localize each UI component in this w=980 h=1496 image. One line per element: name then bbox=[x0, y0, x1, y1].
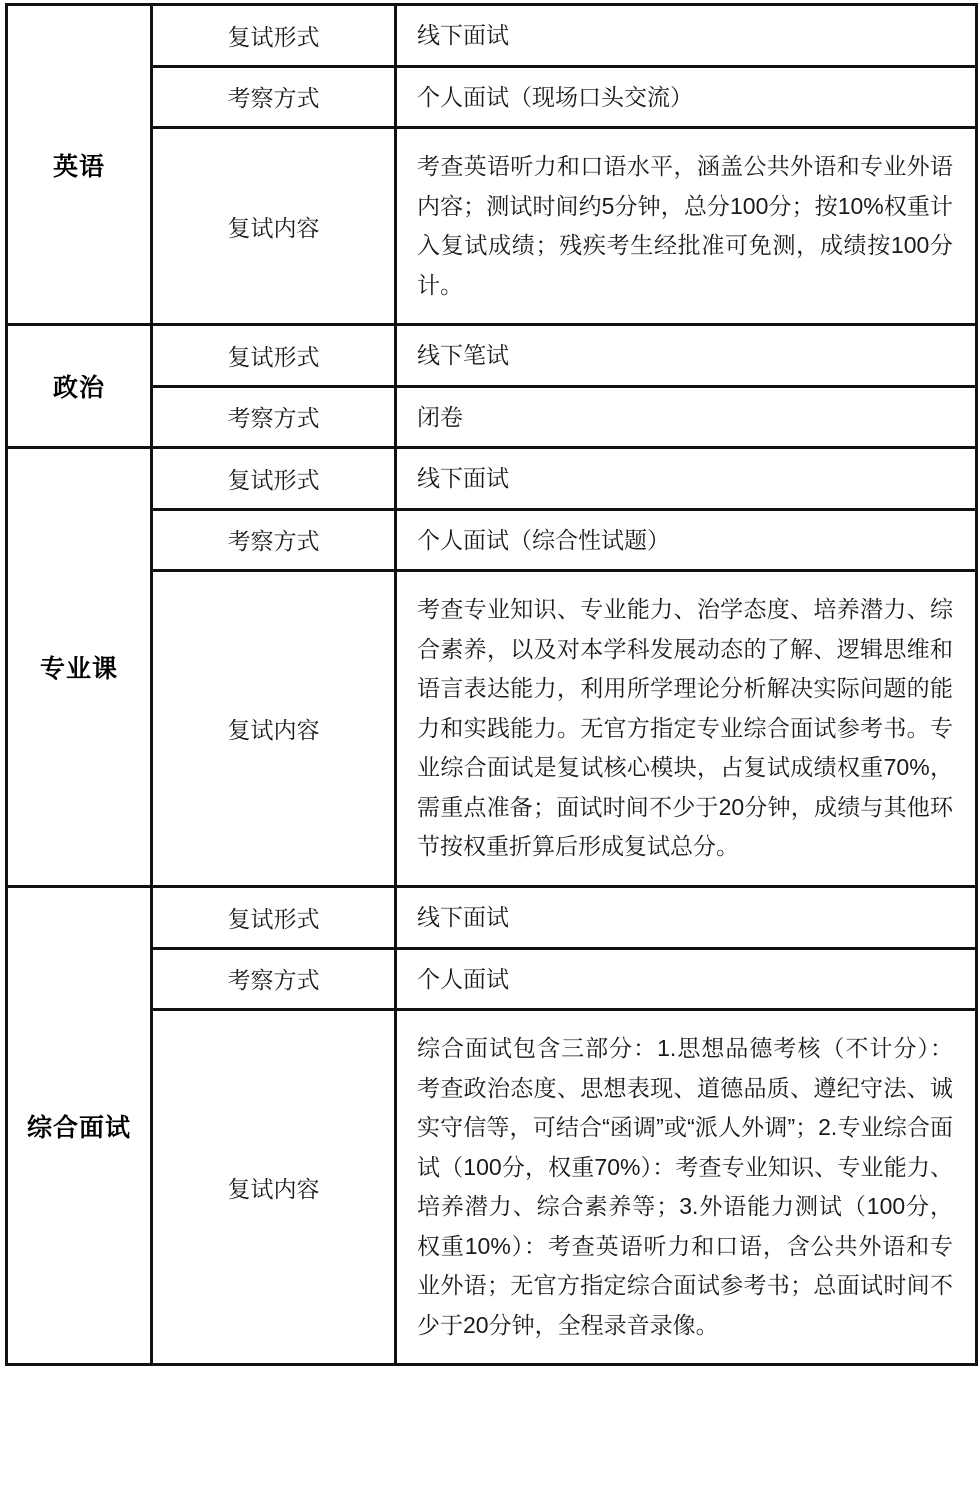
table-row bbox=[7, 887, 977, 949]
field-value: 个人面试（综合性试题） bbox=[396, 509, 977, 571]
field-value: 综合面试包含三部分：1.思想品德考核（不计分）：考查政治态度、思想表现、道德品质、遵纪守法、诚实守信等，可结合“函调”或“派人外调”；2.专业综合面试（100分，权重70%）：考查专业知识、专业能力、培养潜力、综合素养等；3.外语能力测试（100分，权重10%）：考查英语听力和口语，含公共外语和专业外语；无官方指定综合面试参考书；总面试时间不少于20分钟，全程录音录像。 bbox=[396, 1010, 977, 1365]
field-label: 复试形式 bbox=[152, 448, 396, 510]
table-row bbox=[7, 1010, 977, 1365]
field-label: 复试内容 bbox=[152, 571, 396, 887]
field-label: 考察方式 bbox=[152, 509, 396, 571]
field-label: 复试内容 bbox=[152, 1010, 396, 1365]
field-value: 个人面试（现场口头交流） bbox=[396, 66, 977, 128]
table-row bbox=[7, 325, 977, 387]
field-value: 线下面试 bbox=[396, 887, 977, 949]
table-row bbox=[7, 948, 977, 1010]
field-value: 考查英语听力和口语水平，涵盖公共外语和专业外语内容；测试时间约5分钟，总分100分；按10%权重计入复试成绩；残疾考生经批准可免测，成绩按100分计。 bbox=[396, 128, 977, 325]
table-row bbox=[7, 5, 977, 67]
field-value: 线下笔试 bbox=[396, 325, 977, 387]
field-label: 考察方式 bbox=[152, 948, 396, 1010]
field-value: 线下面试 bbox=[396, 448, 977, 510]
field-value: 个人面试 bbox=[396, 948, 977, 1010]
subject-label: 专业课 bbox=[7, 448, 152, 887]
field-label: 复试形式 bbox=[152, 5, 396, 67]
field-label: 复试形式 bbox=[152, 887, 396, 949]
subject-label: 综合面试 bbox=[7, 887, 152, 1365]
exam-schedule-table bbox=[5, 3, 978, 1366]
table-row bbox=[7, 128, 977, 325]
field-value: 闭卷 bbox=[396, 386, 977, 448]
field-value: 线下面试 bbox=[396, 5, 977, 67]
table-row bbox=[7, 448, 977, 510]
field-value: 考查专业知识、专业能力、治学态度、培养潜力、综合素养，以及对本学科发展动态的了解、逻辑思维和语言表达能力，利用所学理论分析解决实际问题的能力和实践能力。无官方指定专业综合面试参考书。专业综合面试是复试核心模块，占复试成绩权重70%，需重点准备；面试时间不少于20分钟，成绩与其他环节按权重折算后形成复试总分。 bbox=[396, 571, 977, 887]
field-label: 考察方式 bbox=[152, 66, 396, 128]
table-row bbox=[7, 66, 977, 128]
field-label: 复试内容 bbox=[152, 128, 396, 325]
table-row bbox=[7, 509, 977, 571]
subject-label: 政治 bbox=[7, 325, 152, 448]
field-label: 复试形式 bbox=[152, 325, 396, 387]
subject-label: 英语 bbox=[7, 5, 152, 325]
table-row bbox=[7, 571, 977, 887]
field-label: 考察方式 bbox=[152, 386, 396, 448]
table-body bbox=[7, 5, 977, 1365]
table-row bbox=[7, 386, 977, 448]
